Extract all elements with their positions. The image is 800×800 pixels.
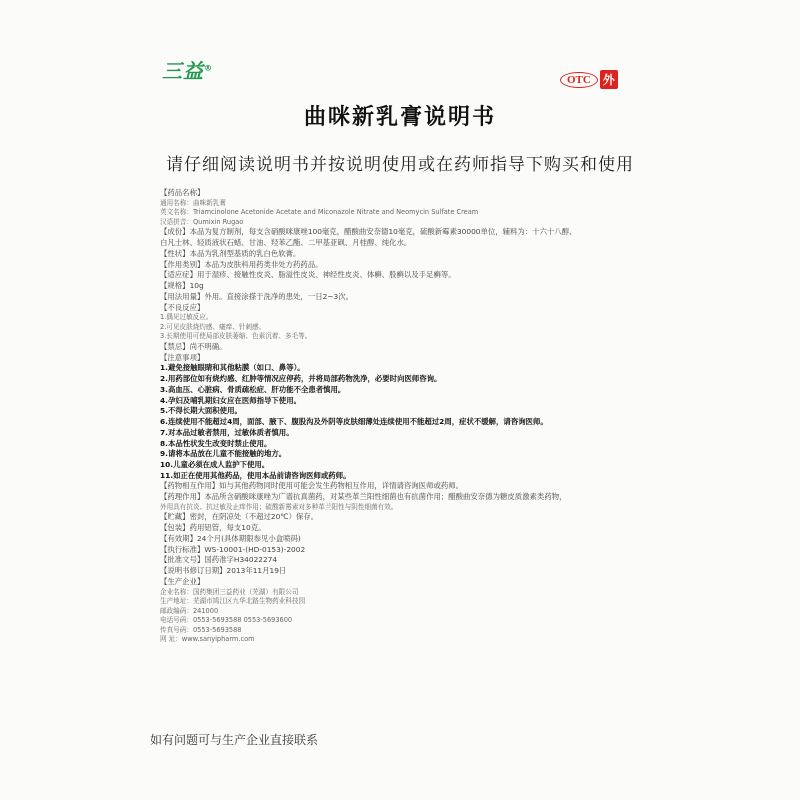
- note-item: 4.孕妇及哺乳期妇女应在医师指导下使用。: [160, 395, 301, 405]
- section-usage: 【用法用量】外用。直接涂搽于洗净的患处，一日2~3次。: [160, 291, 353, 301]
- company-logo: 三益®: [162, 59, 213, 83]
- adverse-item: 2.可见皮肤烧灼感、瘙痒、针刺感。: [160, 322, 266, 331]
- section-adverse: 【不良反应】: [160, 302, 205, 312]
- ingredients-continued: 白凡士林、轻质液状石蜡、甘油、羟苯乙酯、二甲基亚砜、月桂醇、纯化水。: [160, 238, 412, 248]
- section-manufacturer: 【生产企业】: [160, 576, 205, 586]
- section-approval: 【批准文号】国药准字H34022274: [160, 555, 278, 565]
- note-item: 6.连续使用不能超过4周，面部、腋下、腹股沟及外阴等皮肤细薄处连续使用不能超过2周，症状不缓解，请咨询医师。: [160, 417, 548, 427]
- section-drug-name: 【药品名称】: [160, 188, 205, 197]
- generic-name: 通用名称：曲咪新乳膏: [160, 198, 226, 207]
- note-item: 3.高血压、心脏病、骨质疏松症、肝功能不全患者慎用。: [160, 384, 346, 394]
- website: 网 址：www.sanyipharm.com: [160, 635, 255, 644]
- note-item: 10.儿童必须在成人监护下使用。: [160, 459, 270, 469]
- section-interaction: 【药物相互作用】如与其他药物同时使用可能会发生药物相互作用，详情请咨询医师或药师。: [160, 481, 464, 491]
- contact-note: 如有问题可与生产企业直接联系: [150, 733, 319, 747]
- pinyin-name: 汉语拼音：Qumixin Rugao: [160, 217, 244, 226]
- section-ingredients: 【成份】本品为复方制剂，每支含硝酸咪康唑100毫克，醋酸曲安奈德10毫克，硫酸新霉素30000单位，辅料为：十六十八醇、: [160, 227, 577, 237]
- note-item: 7.对本品过敏者禁用，过敏体质者慎用。: [160, 427, 294, 437]
- adverse-item: 3.长期使用可使局部皮肤萎缩、色素沉着、多毛等。: [160, 332, 312, 341]
- manufacturer-name: 企业名称：国药集团三益药业（芜湖）有限公司: [160, 587, 299, 596]
- note-item: 1.避免接触眼睛和其他粘膜（如口、鼻等）。: [160, 363, 305, 373]
- english-name: 英文名称：Triamcinolone Acetonide Acetate and Miconazole Nitrate and Neomycin Sulfate Cream: [160, 208, 479, 217]
- external-use-mark: 外: [600, 70, 618, 89]
- section-storage: 【贮藏】密封，在阴凉处（不超过20℃）保存。: [160, 512, 319, 522]
- phone: 电话号码：0553-5693588 0553-5693600: [160, 616, 293, 625]
- page-title: 曲咪新乳膏说明书: [303, 105, 496, 130]
- note-item: 5.不得长期大面积使用。: [160, 406, 242, 416]
- section-package: 【包装】药用铝管，每支10克。: [160, 523, 266, 533]
- leaflet-body: [160, 188, 630, 645]
- page-subtitle: 请仔细阅读说明书并按说明使用或在药师指导下购买和使用: [166, 155, 634, 175]
- section-revision-date: 【说明书修订日期】2013年11月19日: [160, 566, 287, 576]
- otc-label: OTC: [560, 72, 598, 88]
- section-category: 【作用类别】本品为皮肤科用药类非处方药药品。: [160, 259, 323, 269]
- postcode: 邮政编码：241000: [160, 606, 219, 615]
- manufacturer-address: 生产地址：芜湖市鸠江区九华北路生物药业科技园: [160, 597, 306, 606]
- note-item: 2.用药部位如有烧灼感、红肿等情况应停药，并将局部药物洗净，必要时向医师咨询。: [160, 374, 442, 384]
- section-appearance: 【性状】本品为乳剂型基质的乳白色软膏。: [160, 248, 301, 258]
- note-item: 9.请将本品放在儿童不能接触的地方。: [160, 449, 287, 459]
- fax: 传真号码：0553-5693588: [160, 625, 242, 634]
- adverse-item: 1.偶见过敏反应。: [160, 313, 213, 322]
- section-spec: 【规格】10g: [160, 281, 204, 291]
- note-item: 11.如正在使用其他药品，使用本品前请咨询医师或药师。: [160, 470, 351, 480]
- section-indications: 【适应症】用于湿疹、接触性皮炎、脂溢性皮炎、神经性皮炎、体癣、股癣以及手足癣等。: [160, 270, 456, 280]
- section-contraindications: 【禁忌】尚不明确。: [160, 341, 227, 351]
- section-standard: 【执行标准】WS-10001-(HD-0153)-2002: [160, 544, 306, 554]
- section-pharmacology: 【药理作用】本品所含硝酸咪康唑为广谱抗真菌药，对某些革兰阳性细菌也有抗菌作用；醋酸曲安奈德为糖皮质激素类药物，: [160, 492, 567, 502]
- section-validity: 【有效期】24个月(具体期限参见小盒喷码): [160, 533, 301, 543]
- note-item: 8.本品性状发生改变时禁止使用。: [160, 438, 272, 448]
- section-notes: 【注意事项】: [160, 352, 205, 362]
- otc-badge: [560, 70, 618, 89]
- pharmacology-continued: 外用具有抗炎、抗过敏及止痒作用；硫酸新霉素对多种革兰阳性与阴性细菌有效。: [160, 502, 398, 511]
